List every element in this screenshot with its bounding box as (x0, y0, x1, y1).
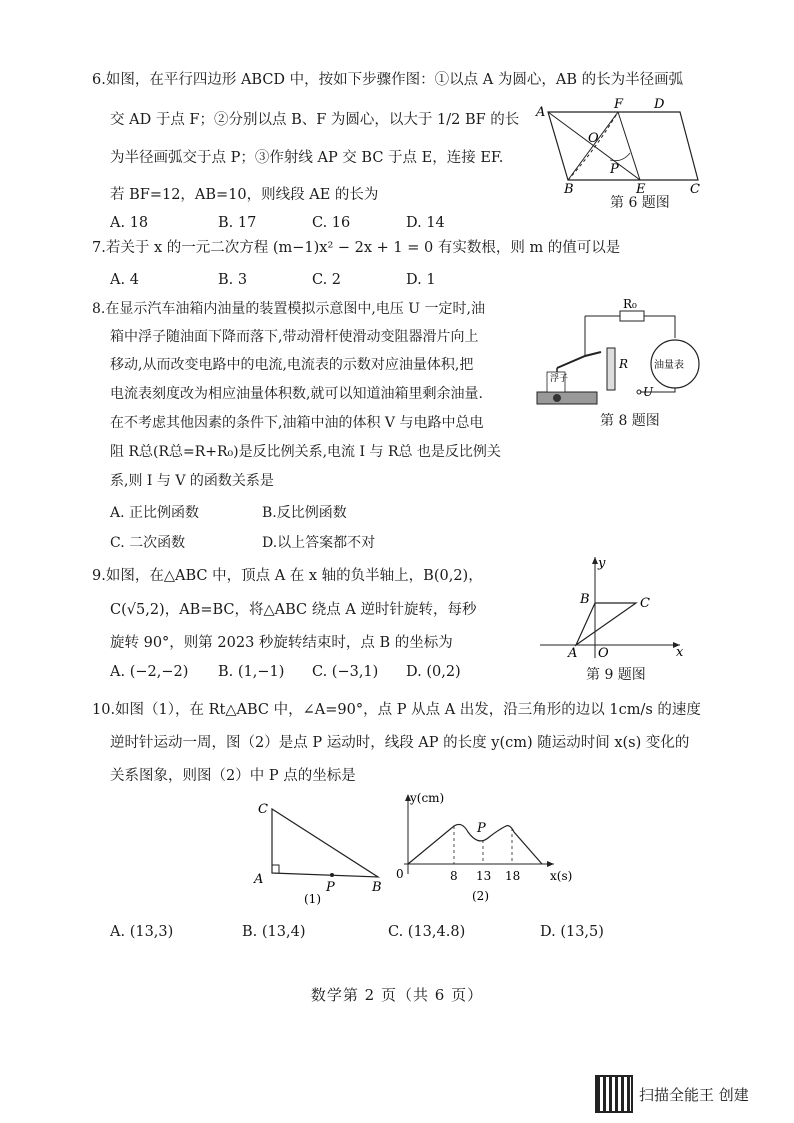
q10-fig2-caption: (2) (472, 889, 489, 903)
q8-meter-label: 油量表 (654, 360, 684, 371)
q8-line5: 在不考虑其他因素的条件下,油箱中油的体积 V 与电路中总电 (110, 415, 484, 431)
q9-line1: 9.如图，在△ABC 中，顶点 A 在 x 轴的负半轴上，B(0,2)， (92, 568, 483, 584)
q8-u-label: U (643, 385, 654, 399)
q9-x-axis-label: x (676, 645, 684, 658)
q7-line1: 7.若关于 x 的一元二次方程 (m−1)x² − 2x + 1 = 0 有实数根，则 m 的值可以是 (92, 240, 621, 256)
q9-label-o: O (598, 646, 609, 658)
q9-figure (540, 553, 690, 658)
q6-label-d: D (654, 97, 665, 112)
q6-line4: 若 BF=12，AB=10，则线段 AE 的长为 (110, 187, 379, 203)
q10-line3: 关系图象，则图（2）中 P 点的坐标是 (110, 768, 356, 784)
q9-label-c: C (640, 596, 650, 611)
q10-fig1-label-b: B (372, 880, 382, 895)
q6-figure (530, 95, 710, 195)
q6-choice-b: B. 17 (218, 215, 257, 231)
q6-line2: 交 AD 于点 F；②分别以点 B、F 为圆心，以大于 1/2 BF 的长 (110, 112, 520, 128)
q7-choice-b: B. 3 (218, 272, 248, 288)
q8-line4: 电流表刻度改为相应油量体积数,就可以知道油箱里剩余油量. (110, 386, 483, 402)
q6-label-c: C (690, 182, 700, 195)
q6-choice-c: C. 16 (312, 215, 351, 231)
q9-choice-d: D. (0,2) (406, 664, 461, 680)
q10-line1: 10.如图（1），在 Rt△ABC 中，∠A=90°，点 P 从点 A 出发，沿三角形的边以 1cm/s 的速度 (92, 702, 701, 718)
q8-figure-caption: 第 8 题图 (600, 413, 660, 429)
q9-choice-b: B. (1,−1) (218, 664, 285, 680)
q8-line1: 8.在显示汽车油箱内油量的装置模拟示意图中,电压 U 一定时,油 (92, 301, 485, 317)
q8-r0-label: R₀ (623, 298, 637, 311)
q6-line1: 6.如图，在平行四边形 ABCD 中，按如下步骤作图：①以点 A 为圆心，AB 的长为半径画弧 (92, 72, 684, 88)
q8-choice-a: A. 正比例函数 (110, 505, 200, 521)
q10-fig2-tick-13: 13 (476, 869, 492, 883)
q6-label-f: F (614, 97, 624, 112)
q8-choice-d: D.以上答案都不对 (262, 535, 376, 551)
q10-choice-a: A. (13,3) (110, 924, 174, 940)
q8-figure (535, 298, 710, 413)
q6-label-o: O (588, 131, 599, 146)
scanner-label: 扫描全能王 创建 (639, 1085, 749, 1104)
q6-line3: 为半径画弧交于点 P；③作射线 AP 交 BC 于点 E，连接 EF. (110, 150, 504, 166)
q10-figure-2 (392, 788, 572, 906)
q10-fig1-label-a: A (254, 872, 264, 887)
q7-choice-a: A. 4 (110, 272, 139, 288)
q6-label-b: B (564, 182, 574, 195)
q9-choice-a: A. (−2,−2) (110, 664, 189, 680)
q9-choice-c: C. (−3,1) (312, 664, 379, 680)
q7-choice-c: C. 2 (312, 272, 342, 288)
q10-choice-d: D. (13,5) (540, 924, 604, 940)
q8-line7: 系,则 I 与 V 的函数关系是 (110, 473, 274, 489)
q10-figure-1 (250, 795, 390, 905)
scanner-watermark (595, 1075, 749, 1113)
q10-fig2-tick-8: 8 (450, 869, 458, 883)
q10-fig1-caption: (1) (304, 892, 321, 905)
q9-label-b: B (580, 592, 590, 607)
q6-label-a: A (536, 105, 546, 120)
q6-figure-caption: 第 6 题图 (610, 195, 670, 211)
q6-choice-a: A. 18 (110, 215, 149, 231)
q10-fig2-x-label: x(s) (550, 869, 572, 883)
q6-choice-d: D. 14 (406, 215, 445, 231)
q8-line2: 箱中浮子随油面下降而落下,带动滑杆使滑动变阻器滑片向上 (110, 329, 479, 345)
q8-line6: 阻 R总(R总=R+R₀)是反比例关系,电流 I 与 R总 也是反比例关 (110, 444, 501, 460)
q6-label-p: P (610, 162, 619, 177)
q10-choice-c: C. (13,4.8) (388, 924, 466, 940)
q10-line2: 逆时针运动一周，图（2）是点 P 运动时，线段 AP 的长度 y(cm) 随运动时间 x(s) 变化的 (110, 735, 690, 751)
q10-fig1-label-p: P (326, 880, 335, 895)
q9-line2: C(√5,2)，AB=BC，将△ABC 绕点 A 逆时针旋转，每秒 (110, 602, 477, 618)
q10-fig2-origin: 0 (396, 867, 404, 881)
q10-fig2-tick-18: 18 (505, 869, 521, 883)
q9-figure-caption: 第 9 题图 (586, 667, 646, 683)
page-footer: 数学第 2 页（共 6 页） (310, 986, 484, 1004)
q9-y-axis-label: y (598, 556, 606, 571)
q8-choice-b: B.反比例函数 (262, 505, 347, 521)
q8-line3: 移动,从而改变电路中的电流,电流表的示数对应油量体积,把 (110, 357, 474, 373)
q8-choice-c: C. 二次函数 (110, 535, 186, 551)
q10-fig2-y-label: y(cm) (410, 791, 445, 805)
q8-r-label: R (619, 357, 629, 371)
q9-label-a: A (568, 646, 578, 658)
q7-choice-d: D. 1 (406, 272, 436, 288)
q10-choice-b: B. (13,4) (242, 924, 306, 940)
qr-code-icon (595, 1075, 633, 1113)
q10-fig1-label-c: C (258, 802, 268, 817)
q6-label-e: E (636, 182, 646, 195)
q10-fig2-label-p: P (477, 821, 486, 836)
q9-line3: 旋转 90°，则第 2023 秒旋转结束时，点 B 的坐标为 (110, 635, 453, 651)
q8-float-label: 浮子 (550, 374, 569, 384)
